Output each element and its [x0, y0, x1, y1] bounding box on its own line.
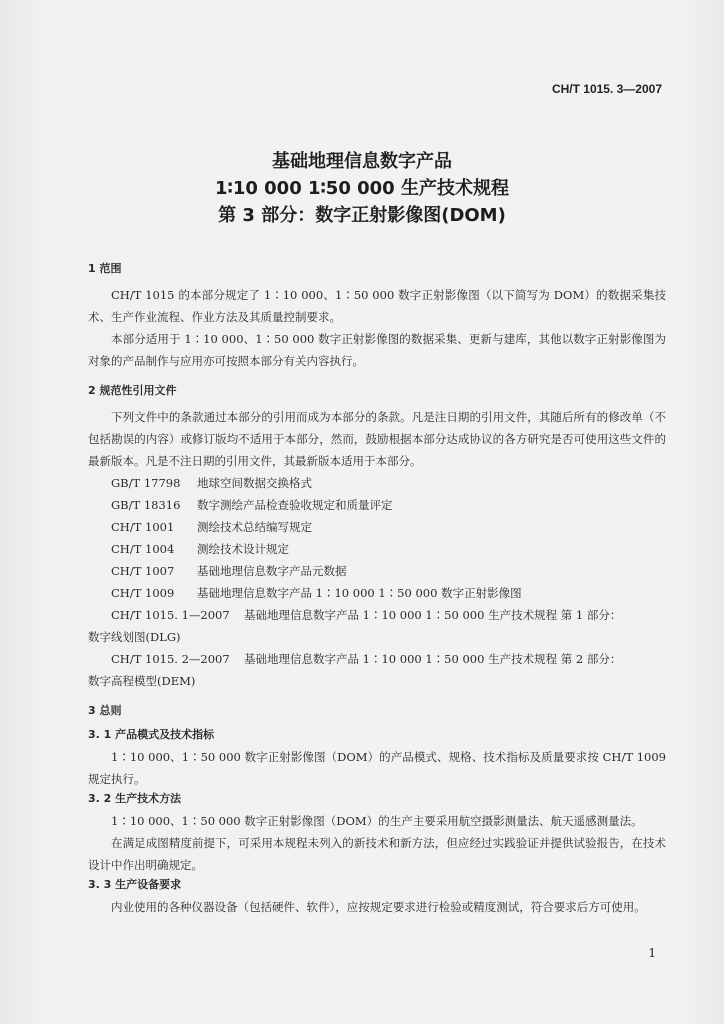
- reference-item: [88, 604, 666, 648]
- reference-title: 基础地理信息数字产品 1∶10 000 1∶50 000 生产技术规程 第 1 部分：: [244, 608, 622, 622]
- reference-title: 测绘技术总结编写规定: [197, 520, 312, 534]
- section-heading: 2 规范性引用文件: [88, 384, 177, 397]
- reference-code: CH/T 1007: [111, 564, 175, 578]
- reference-title: 数字测绘产品检查验收规定和质量评定: [197, 498, 393, 512]
- section-heading: 3 总则: [88, 704, 122, 717]
- reference-title: 测绘技术设计规定: [197, 542, 289, 556]
- subsection-heading: 3. 2 生产技术方法: [88, 792, 182, 805]
- reference-item: [88, 472, 666, 494]
- reference-item: [88, 582, 666, 604]
- page-number: 1: [648, 946, 656, 960]
- title-line-1: 基础地理信息数字产品: [272, 151, 452, 172]
- reference-title: 地球空间数据交换格式: [197, 476, 312, 490]
- document-body: [88, 260, 666, 928]
- reference-list: [88, 472, 666, 692]
- section-heading: 1 范围: [88, 262, 122, 275]
- reference-code: GB/T 17798: [111, 476, 181, 490]
- reference-item: [88, 494, 666, 516]
- reference-code: CH/T 1001: [111, 520, 175, 534]
- reference-title-continued: 数字高程模型(DEM): [88, 674, 196, 688]
- subsection-heading: 3. 1 产品模式及技术指标: [88, 728, 215, 741]
- reference-title: 基础地理信息数字产品 1∶10 000 1∶50 000 数字正射影像图: [197, 586, 522, 600]
- paragraph: CH/T 1015 的本部分规定了 1∶10 000、1∶50 000 数字正射影像图（以下简写为 DOM）的数据采集技术、生产作业流程、作业方法及其质量控制要求。: [88, 288, 666, 324]
- reference-code: CH/T 1004: [111, 542, 175, 556]
- reference-title: 基础地理信息数字产品元数据: [197, 564, 347, 578]
- reference-item: [88, 648, 666, 692]
- section-normative-references: [88, 382, 666, 692]
- reference-code: CH/T 1009: [111, 586, 175, 600]
- reference-item: [88, 560, 666, 582]
- document-title: [0, 148, 724, 229]
- reference-item: [88, 516, 666, 538]
- paragraph: 本部分适用于 1∶10 000、1∶50 000 数字正射影像图的数据采集、更新与建库，其他以数字正射影像图为对象的产品制作与应用亦可按照本部分有关内容执行。: [88, 332, 666, 368]
- title-line-2: 1∶10 000 1∶50 000 生产技术规程: [215, 178, 509, 199]
- reference-code: CH/T 1015. 2—2007: [111, 652, 230, 666]
- paragraph: 内业使用的各种仪器设备（包括硬件、软件），应按规定要求进行检验或精度测试，符合要求后方可使用。: [111, 900, 646, 914]
- standard-code: CH/T 1015. 3—2007: [551, 82, 662, 96]
- title-line-3: 第 3 部分：数字正射影像图(DOM): [218, 205, 506, 226]
- reference-item: [88, 538, 666, 560]
- paragraph: 在满足成图精度前提下，可采用本规程未列入的新技术和新方法，但应经过实践验证并提供试验报告，在技术设计中作出明确规定。: [88, 836, 666, 872]
- paragraph: 下列文件中的条款通过本部分的引用而成为本部分的条款。凡是注日期的引用文件，其随后所有的修改单（不包括勘误的内容）或修订版均不适用于本部分，然而，鼓励根据本部分达成协议的各方研究是否可使用这些文件的最新版本。凡是不注日期的引用文件，其最新版本适用于本部分。: [88, 410, 666, 468]
- reference-code: CH/T 1015. 1—2007: [111, 608, 230, 622]
- section-scope: [88, 260, 666, 372]
- reference-title-continued: 数字线划图(DLG): [88, 630, 181, 644]
- subsection-heading: 3. 3 生产设备要求: [88, 878, 182, 891]
- paragraph: 1∶10 000、1∶50 000 数字正射影像图（DOM）的生产主要采用航空摄影测量法、航天遥感测量法。: [111, 814, 643, 828]
- reference-title: 基础地理信息数字产品 1∶10 000 1∶50 000 生产技术规程 第 2 部分：: [244, 652, 622, 666]
- paragraph: 1∶10 000、1∶50 000 数字正射影像图（DOM）的产品模式、规格、技术指标及质量要求按 CH/T 1009 规定执行。: [88, 750, 666, 786]
- section-general: [88, 702, 666, 918]
- reference-code: GB/T 18316: [111, 498, 181, 512]
